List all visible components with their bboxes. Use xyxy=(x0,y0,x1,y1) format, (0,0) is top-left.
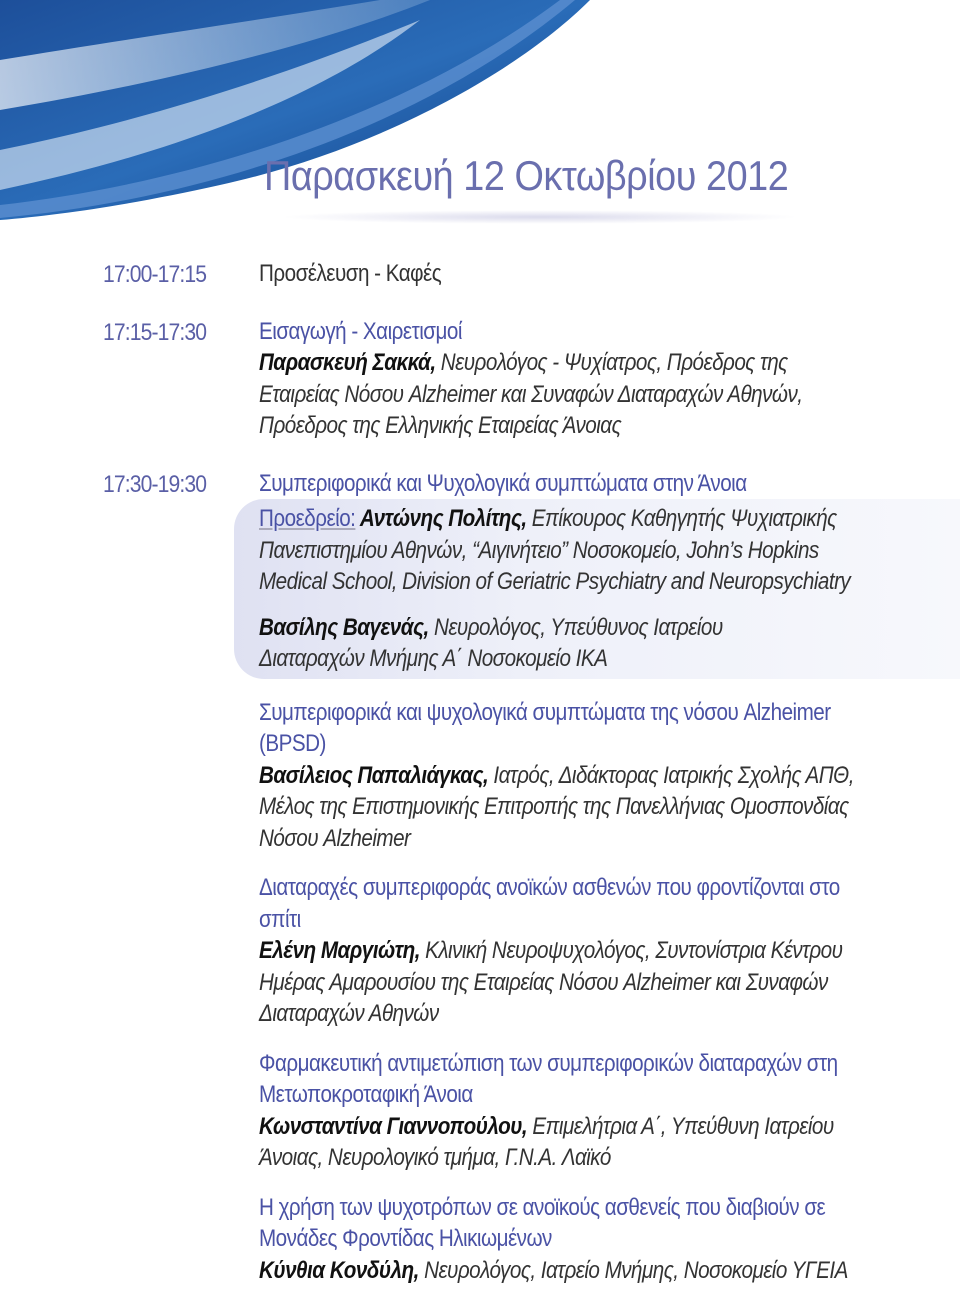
session-title xyxy=(259,468,862,500)
schedule-slot xyxy=(0,468,960,1287)
session-title xyxy=(259,316,862,348)
schedule-slot xyxy=(0,258,960,290)
session-title xyxy=(259,1079,862,1111)
line-text: Μετωποκροταφική Άνοια xyxy=(259,1081,473,1108)
line-text: Προσέλευση - Καφές xyxy=(259,260,442,287)
slot-time: 17:15-17:30 xyxy=(103,318,207,346)
chair-label: Προεδρείο: xyxy=(259,505,356,532)
slot-body xyxy=(259,468,960,1287)
speaker-name: Αντώνης Πολίτης, xyxy=(355,505,527,532)
speaker-info xyxy=(259,347,862,379)
speaker-info xyxy=(259,791,862,823)
speaker-info xyxy=(259,998,862,1030)
line-text: Ημέρας Αμαρουσίου της Εταιρείας Νόσου Alzheimer και Συναφών xyxy=(259,968,828,996)
line-text: Διαταραχών Μνήμης Α΄ Νοσοκομείο ΙΚΑ xyxy=(259,645,608,672)
schedule-slot xyxy=(0,316,960,442)
line-text: Μονάδες Φροντίδας Ηλικιωμένων xyxy=(259,1225,552,1252)
line-text: Εταιρείας Νόσου Alzheimer και Συναφών Διαταραχών Αθηνών, xyxy=(259,380,803,408)
line-text: Διαταραχών Αθηνών xyxy=(259,1000,439,1027)
speaker-info xyxy=(259,1255,862,1287)
title-shadow-decoration xyxy=(280,210,800,224)
speaker-name: Βασίλειος Παπαλιάγκας, xyxy=(259,761,489,789)
line-text: Επιμελήτρια Α΄, Υπεύθυνη Ιατρείου xyxy=(527,1112,834,1140)
speaker-name: Κύνθια Κονδύλη, xyxy=(259,1256,419,1284)
session-title xyxy=(259,697,862,729)
talk-item xyxy=(259,697,960,855)
line-text: Εισαγωγή - Χαιρετισμοί xyxy=(259,317,462,345)
line-text: Νευρολόγος - Ψυχίατρος, Πρόεδρος της xyxy=(435,349,788,376)
speaker-info xyxy=(259,612,862,644)
line-text: Φαρμακευτική αντιμετώπιση των συμπεριφορικών διαταραχών στη xyxy=(259,1049,838,1077)
line-text: Πανεπιστημίου Αθηνών, “Αιγινήτειο” Νοσοκομείο, John’s Hopkins xyxy=(259,536,819,564)
session-title xyxy=(259,728,862,760)
slot-body xyxy=(259,258,960,290)
chairs-panel xyxy=(234,499,960,679)
speaker-info xyxy=(259,503,862,535)
line-text: Ιατρός, Διδάκτορας Ιατρικής Σχολής ΑΠΘ, xyxy=(488,761,854,789)
line-text: σπίτι xyxy=(259,905,301,933)
line-text: (BPSD) xyxy=(259,730,326,757)
session-title xyxy=(259,258,862,290)
speaker-info xyxy=(259,379,862,411)
speaker-name: Βασίλης Βαγενάς, xyxy=(259,613,429,641)
speaker-name: Ελένη Μαργιώτη, xyxy=(259,937,420,964)
speaker-info xyxy=(259,935,862,967)
line-text: Συμπεριφορικά και Ψυχολογικά συμπτώματα στην Άνοια xyxy=(259,469,747,497)
line-text: Η χρήση των ψυχοτρόπων σε ανοϊκούς ασθενείς που διαβιούν σε xyxy=(259,1193,826,1221)
speaker-info xyxy=(259,535,862,567)
session-title xyxy=(259,1223,862,1255)
decorative-blue-swoosh xyxy=(0,0,960,240)
line-text: Διαταραχές συμπεριφοράς ανοϊκών ασθενών που φροντίζονται στο xyxy=(259,874,840,901)
schedule xyxy=(0,258,960,1312)
line-text: Νευρολόγος, Ιατρείο Μνήμης, Νοσοκομείο ΥΓΕΙΑ xyxy=(418,1256,848,1284)
talk-item xyxy=(259,1048,960,1174)
session-title xyxy=(259,872,862,904)
speaker-info xyxy=(259,1111,862,1143)
line-text: Μέλος της Επιστημονικής Επιτροπής της Πανελλήνιας Ομοσπονδίας xyxy=(259,793,849,820)
speaker-info xyxy=(259,967,862,999)
spacer xyxy=(259,598,960,612)
speaker-info xyxy=(259,1142,862,1174)
slot-body xyxy=(259,316,960,442)
line-text: Πρόεδρος της Ελληνικής Εταιρείας Άνοιας xyxy=(259,412,622,439)
slot-time: 17:00-17:15 xyxy=(103,261,207,288)
speaker-info xyxy=(259,566,862,598)
line-text: Επίκουρος Καθηγητής Ψυχιατρικής xyxy=(526,505,837,532)
slot-time: 17:30-19:30 xyxy=(103,470,207,498)
session-title xyxy=(259,1192,862,1224)
speaker-name: Κωνσταντίνα Γιαννοπούλου, xyxy=(259,1112,528,1140)
speaker-info xyxy=(259,823,862,855)
session-title xyxy=(259,904,862,936)
page-title: Παρασκευή 12 Οκτωβρίου 2012 xyxy=(264,152,789,199)
line-text: Medical School, Division of Geriatric Psychiatry and Neuropsychiatry xyxy=(259,568,851,595)
session-title xyxy=(259,1048,862,1080)
talk-item xyxy=(259,872,960,1030)
line-text: Νόσου Alzheimer xyxy=(259,824,411,852)
line-text: Νευρολόγος, Υπεύθυνος Ιατρείου xyxy=(428,613,723,641)
talk-item xyxy=(259,1192,960,1287)
speaker-info xyxy=(259,410,862,442)
line-text: Άνοιας, Νευρολογικό τμήμα, Γ.Ν.Α. Λαϊκό xyxy=(259,1144,611,1171)
line-text: Συμπεριφορικά και ψυχολογικά συμπτώματα της νόσου Alzheimer xyxy=(259,698,831,726)
speaker-info xyxy=(259,643,862,675)
speaker-name: Παρασκευή Σακκά, xyxy=(259,349,436,376)
speaker-info xyxy=(259,760,862,792)
line-text: Κλινική Νευροψυχολόγος, Συντονίστρια Κέντρου xyxy=(419,937,843,964)
